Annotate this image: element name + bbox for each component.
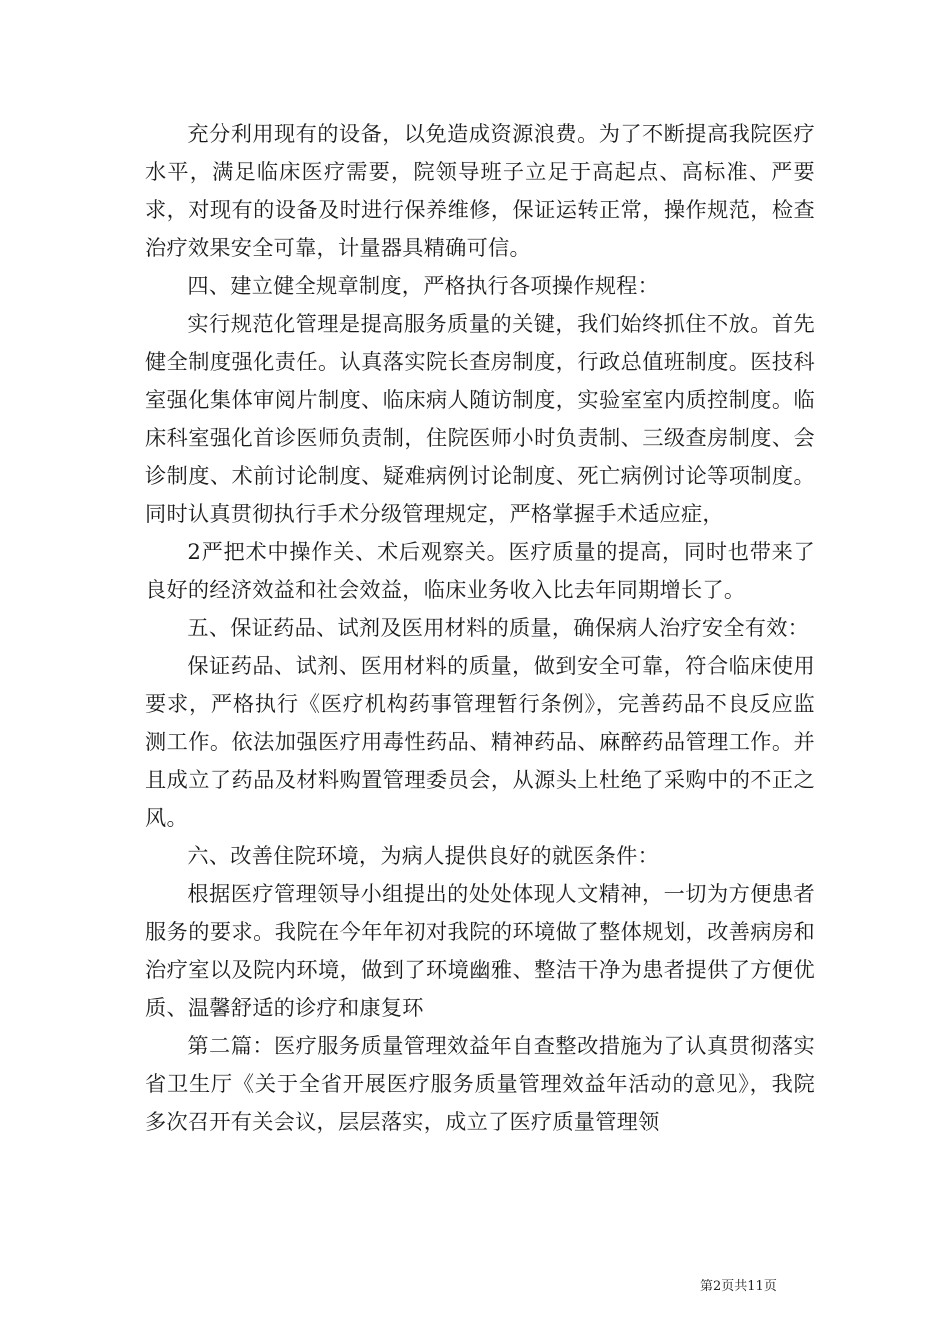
paragraph-surgery-control: 2严把术中操作关、术后观察关。医疗质量的提高，同时也带来了良好的经济效益和社会效益，临床业务收入比去年同期增长了。 bbox=[145, 539, 815, 602]
paragraph-environment: 根据医疗管理领导小组提出的处处体现人文精神，一切为方便患者服务的要求。我院在今年年初对我院的环境做了整体规划，改善病房和治疗室以及院内环境，做到了环境幽雅、整洁干净为患者提供了方便优质、温馨舒适的诊疗和康复环 bbox=[145, 881, 815, 1020]
heading-section-five: 五、保证药品、试剂及医用材料的质量，确保病人治疗安全有效： bbox=[187, 615, 810, 640]
paragraph-drug-quality: 保证药品、试剂、医用材料的质量，做到安全可靠，符合临床使用要求，严格执行《医疗机构药事管理暂行条例》，完善药品不良反应监测工作。依法加强医疗用毒性药品、精神药品、麻醉药品管理工作。并且成立了药品及材料购置管理委员会，从源头上杜绝了采购中的不正之风。 bbox=[145, 653, 815, 830]
page-number: 第2页共11页 bbox=[700, 1279, 777, 1294]
heading-section-four: 四、建立健全规章制度，严格执行各项操作规程： bbox=[187, 273, 660, 298]
heading-section-six: 六、改善住院环境，为病人提供良好的就医条件： bbox=[187, 843, 660, 868]
document-body bbox=[145, 115, 815, 1141]
paragraph-regulations: 实行规范化管理是提高服务质量的关键，我们始终抓住不放。首先健全制度强化责任。认真落实院长查房制度，行政总值班制度。医技科室强化集体审阅片制度、临床病人随访制度，实验室室内质控制度。临床科室强化首诊医师负责制，住院医师小时负责制、三级查房制度、会诊制度、术前讨论制度、疑难病例讨论制度、死亡病例讨论等项制度。同时认真贯彻执行手术分级管理规定，严格掌握手术适应症， bbox=[145, 311, 815, 526]
paragraph-equipment: 充分利用现有的设备，以免造成资源浪费。为了不断提高我院医疗水平，满足临床医疗需要，院领导班子立足于高起点、高标准、严要求，对现有的设备及时进行保养维修，保证运转正常，操作规范，检查治疗效果安全可靠，计量器具精确可信。 bbox=[145, 121, 815, 260]
paragraph-second-article: 第二篇：医疗服务质量管理效益年自查整改措施为了认真贯彻落实省卫生厅《关于全省开展医疗服务质量管理效益年活动的意见》，我院多次召开有关会议，层层落实，成立了医疗质量管理领 bbox=[145, 1033, 815, 1134]
